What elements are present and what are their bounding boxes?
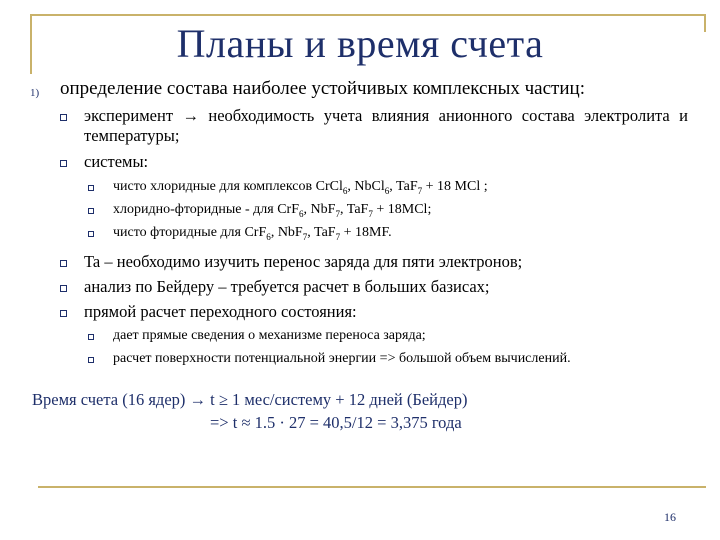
systems-label: системы: — [84, 152, 149, 171]
time-line-2: => t ≈ 1.5 · 27 = 40,5/12 = 3,375 года — [210, 413, 462, 432]
top-rule — [30, 14, 706, 16]
page-number: 16 — [664, 510, 676, 524]
bullet-icon — [88, 185, 94, 191]
time-line-1: Время счета (16 ядер) → t ≥ 1 мес/систему + 12 дней (Бейдер) — [32, 390, 468, 409]
bullet-icon — [88, 334, 94, 340]
bottom-rule — [38, 486, 706, 488]
bullet-icon — [60, 260, 67, 267]
bullet-icon — [60, 310, 67, 317]
bullet-icon — [60, 285, 67, 292]
item-number: 1) — [30, 87, 40, 99]
bader-text: анализ по Бейдеру – требуется расчет в больших базисах; — [84, 277, 490, 296]
bullet-icon — [88, 231, 94, 237]
system-chloride-fluoride: хлоридно-фторидные - для CrF$_6$, NbF$_7$, TaF$_7$ + 18MCl; — [113, 202, 432, 219]
item-heading: определение состава наиболее устойчивых комплексных частиц: — [60, 78, 585, 99]
ta-text: Ta – необходимо изучить перенос заряда для пяти электронов; — [84, 252, 523, 271]
experiment-text: эксперимент → необходимость учета влияния анионного состава электролита и температуры; — [84, 106, 688, 145]
bullet-icon — [88, 357, 94, 363]
bullet-icon — [88, 208, 94, 214]
bullet-icon — [60, 114, 67, 121]
ts-direct-info: дает прямые сведения о механизме переноса заряда; — [113, 328, 426, 343]
transition-state-text: прямой расчет переходного состояния: — [84, 302, 357, 321]
bullet-icon — [60, 160, 67, 167]
system-chloride: чисто хлоридные для комплексов CrCl$_6$, NbCl$_6$, TaF$_7$ + 18 MCl ; — [113, 179, 488, 196]
system-fluoride: чисто фторидные для CrF$_6$, NbF$_7$, TaF$_7$ + 18MF. — [113, 225, 392, 242]
ts-surface: расчет поверхности потенциальной энергии => большой объем вычислений. — [113, 351, 571, 366]
slide-title: Планы и время счета — [176, 21, 544, 66]
